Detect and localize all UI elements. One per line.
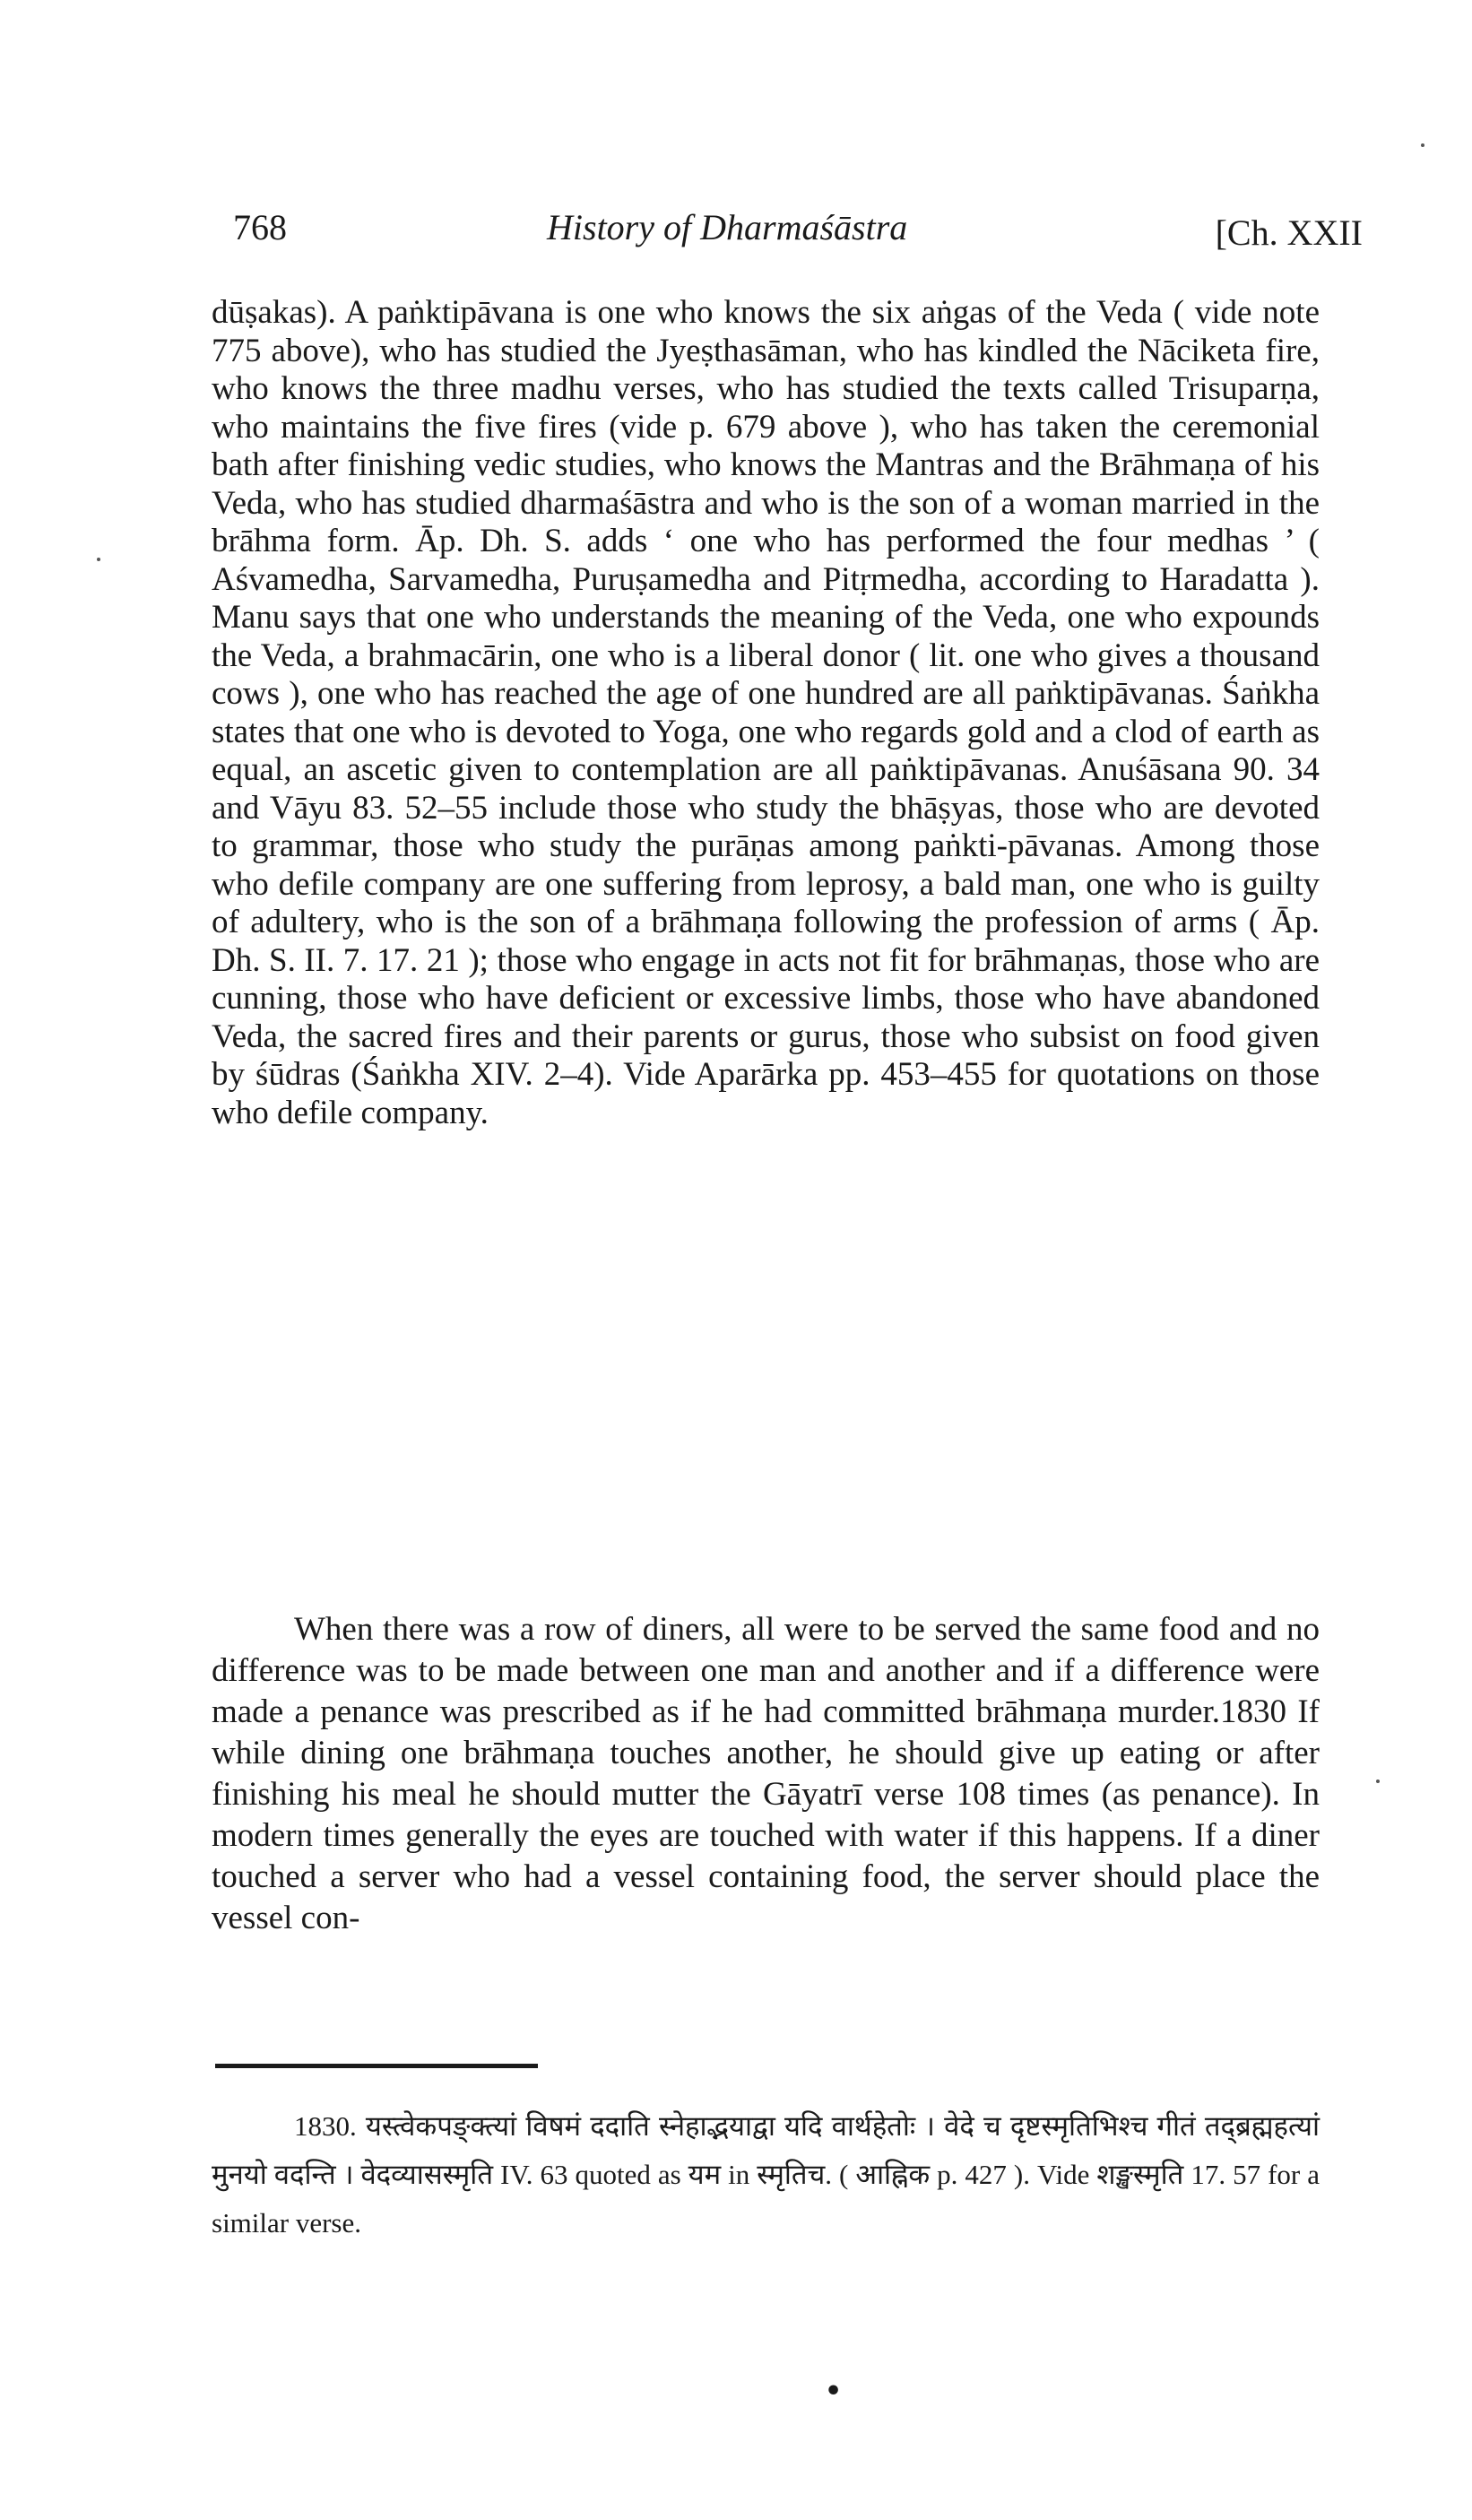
running-title: History of Dharmaśāstra — [547, 207, 908, 247]
scan-speck — [1376, 1780, 1380, 1783]
footnote-divider — [215, 2064, 538, 2068]
body-paragraph-2: When there was a row of diners, all were to be served the same food and no difference was to be made between one man and another and if a difference were made a penance was prescribed as if he had committed brāhmaṇa murder.1830 If while dining one brāhmaṇa touches another, he should give up eating or after finishing his meal he should mutter the Gāyatrī verse 108 times (as penance). In modern times generally the eyes are touched with water if this happens. If a diner touched a server who had a vessel containing food, the server should place the vessel con- — [212, 1611, 1320, 1936]
scan-speck — [97, 558, 100, 561]
bottom-ink-mark: • — [825, 2376, 843, 2407]
footnote-1830: 1830. यस्त्वेकपङ्क्त्यां विषमं ददाति स्नेहाद्भयाद्वा यदि वार्थहेतोः । वेदे च दृष्टस्मृतिभिश्च गीतं तद्ब्रह्महत्यां मुनयो वदन्ति । वेदव्यासस्मृति IV. 63 quoted as यम in स्मृतिच. ( आह्निक p. 427 ). Vide शङ्खस्मृति 17. 57 for a similar verse. — [212, 2110, 1320, 2239]
chapter-reference: [Ch. XXII — [1215, 212, 1363, 253]
scan-speck — [1421, 143, 1424, 147]
page-number: 768 — [233, 207, 287, 247]
body-paragraph-1: dūṣakas). A paṅktipāvana is one who knows the six aṅgas of the Veda ( vide note 775 above), who has studied the Jyeṣthasāman, who has kindled the Nāciketa fire, who knows the three madhu verses, who has studied the texts called Trisuparṇa, who maintains the five fires (vide p. 679 above ), who has taken the ceremonial bath after finishing vedic studies, who knows the Mantras and the Brāhmaṇa of his Veda, who has studied dharmaśāstra and who is the son of a woman married in the brāhma form. Āp. Dh. S. adds ‘ one who has performed the four medhas ’ ( Aśvamedha, Sarvamedha, Puruṣamedha and Pitṛmedha, according to Haradatta ). Manu says that one who understands the meaning of the Veda, one who expounds the Veda, a brahmacārin, one who is a liberal donor ( lit. one who gives a thousand cows ), one who has reached the age of one hundred are all paṅktipāvanas. Śaṅkha states that one who is devoted to Yoga, one who regards gold and a clod of earth as equal, an ascetic given to contemplation are all paṅktipāvanas. Anuśāsana 90. 34 and Vāyu 83. 52–55 include those who study the bhāṣyas, those who are devoted to grammar, those who study the purāṇas among paṅkti-pāvanas. Among those who defile company are one suffering from leprosy, a bald man, one who is guilty of adultery, who is the son of a brāhmaṇa following the profession of arms ( Āp. Dh. S. II. 7. 17. 21 ); those who engage in acts not fit for brāhmaṇas, those who are cunning, those who have deficient or excessive limbs, those who have abandoned Veda, the sacred fires and their parents or gurus, those who subsist on food given by śūdras (Śaṅkha XIV. 2–4). Vide Aparārka pp. 453–455 for quotations on those who defile company. — [212, 294, 1320, 1131]
running-head — [233, 206, 1363, 260]
